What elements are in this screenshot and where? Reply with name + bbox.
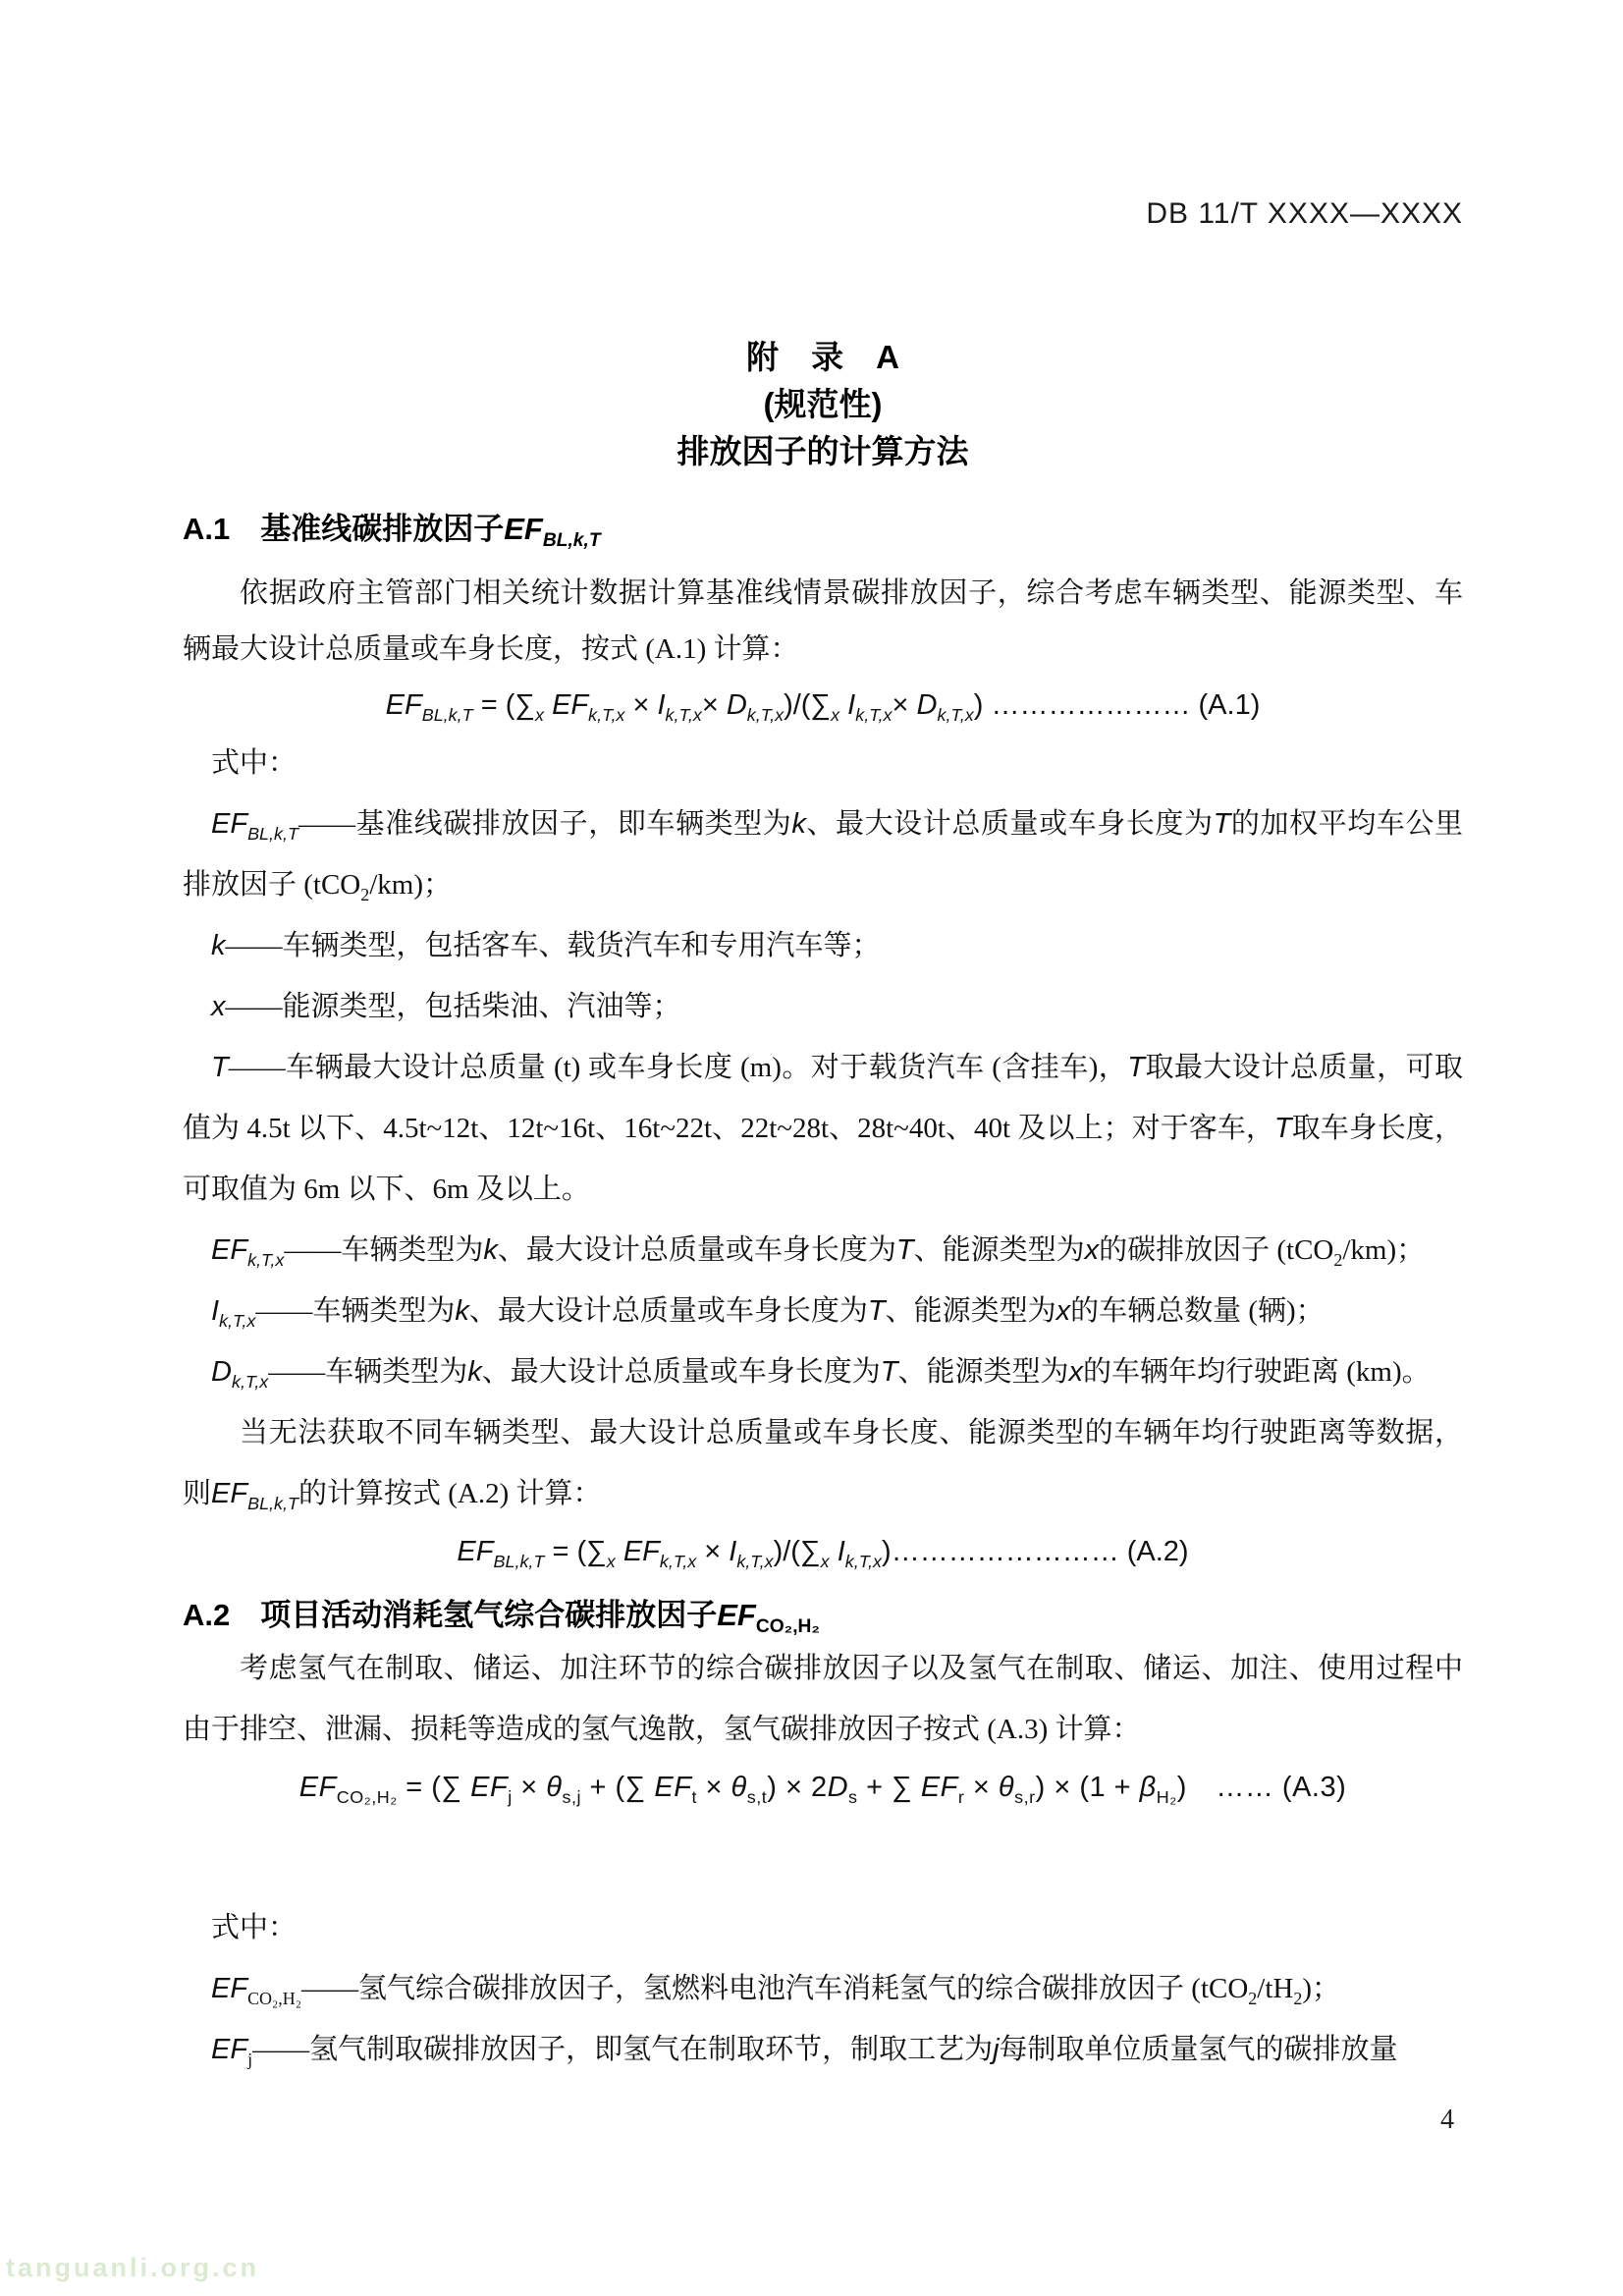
section-a1-fallback-paragraph: 当无法获取不同车辆类型、最大设计总质量或车身长度、能源类型的车辆年均行驶距离等数据，则$EF_{BL,k,T}$的计算按式 (A.2) 计算： (183, 1417, 1463, 1513)
appendix-normative-label: (规范性) (763, 386, 883, 422)
definition-d-ktx: $D_{k,T,x}——$车辆类型为k、最大设计总质量或车身长度为T、能源类型为x的车辆年均行驶距离 (km)。 (211, 1356, 1431, 1392)
appendix-subtitle: 排放因子的计算方法 (676, 433, 969, 469)
formula-a3: $EF_{CO_2,H_2}$ = (∑ $EF_j \times \theta_{s,j}$ + (∑ $EF_t \times \theta_{s,t}) \times 2D_s$ + ∑ $EF_r \times \theta_{s,r}) \times (1 + \beta_{H_2})$ …… (A.3) (298, 1772, 1347, 1807)
definition-ef-ktx: $EF_{k,T,x}——$车辆类型为k、最大设计总质量或车身长度为T、能源类型为x的碳排放因子 (tCO$_2$/km)； (211, 1234, 1426, 1270)
where-label-a1: 式中： (211, 747, 298, 779)
standard-number-header: DB 11/T XXXX—XXXX (1146, 197, 1463, 230)
page-number: 4 (1440, 2105, 1454, 2135)
definition-ef-co2h2: $EF_{CO_2,H_2}——$氢气综合碳排放因子，氢燃料电池汽车消耗氢气的综合碳排放因子 $(tCO_2/tH_2)$； (211, 1973, 1340, 2008)
appendix-title-block (183, 334, 1463, 475)
section-a1-heading: A.1 基准线碳排放因子$EF_{BL,k,T}$ (183, 512, 601, 552)
formula-a1: $EF_{BL,k,T} = (\sum_x$ $EF_{k,T,x} \times I_{k,T,x}\times D_{k,T,x})/(\sum_x$ $I_{k,T,x}\times D_{k,T,x}$) ………………… (A.1) (385, 689, 1261, 725)
appendix-title: 附 录 A (746, 339, 899, 375)
definition-ef-blkt: $EF_{BL,k,T}——$基准线碳排放因子，即车辆类型为k、最大设计总质量或车身长度为T的加权平均车公里排放因子 (tCO$_2$/km)； (183, 808, 1463, 904)
watermark: tanguanli.org.cn (6, 2253, 260, 2282)
formula-a2: $EF_{BL,k,T} = (\sum_x$ $EF_{k,T,x} \times I_{k,T,x})/(\sum_x$ $I_{k,T,x})\dots\dots\dots\dots\dots\dots\dots\dots$ (A.2) (457, 1536, 1189, 1571)
definition-x: x——能源类型，包括柴油、汽油等； (211, 991, 681, 1022)
definition-k: k——车辆类型，包括客车、载货汽车和专用汽车等； (211, 930, 881, 961)
where-label-a2: 式中： (211, 1912, 298, 1943)
page-content (183, 0, 1463, 2080)
section-a2-intro-paragraph: 考虑氢气在制取、储运、加注环节的综合碳排放因子以及氢气在制取、储运、加注、使用过程中由于排空、泄漏、损耗等造成的氢气逸散，氢气碳排放因子按式 (A.3) 计算： (183, 1653, 1463, 1745)
section-a1-intro-paragraph: 依据政府主管部门相关统计数据计算基准线情景碳排放因子，综合考虑车辆类型、能源类型、车辆最大设计总质量或车身长度，按式 (A.1) 计算： (183, 577, 1463, 665)
definition-i-ktx: $I_{k,T,x}——$车辆类型为k、最大设计总质量或车身长度为T、能源类型为x的车辆总数量 (辆)； (211, 1295, 1325, 1331)
section-a2-heading: A.2 项目活动消耗氢气综合碳排放因子$EF_{CO_2,H_2}$ (183, 1598, 820, 1638)
definition-ef-j: $EF_j——$氢气制取碳排放因子，即氢气在制取环节，制取工艺为j每制取单位质量氢气的碳排放量 (211, 2034, 1398, 2069)
definition-t: T——车辆最大设计总质量 (t) 或车身长度 (m)。对于载货汽车 (含挂车)，T取最大设计总质量，可取值为 4.5t 以下、4.5t~12t、12t~16t、16t~22t、22t~28t、28t~40t、40t 及以上；对于客车，T取车身长度，可取值为 6m 以下、6m 及以上。 (183, 1052, 1463, 1205)
